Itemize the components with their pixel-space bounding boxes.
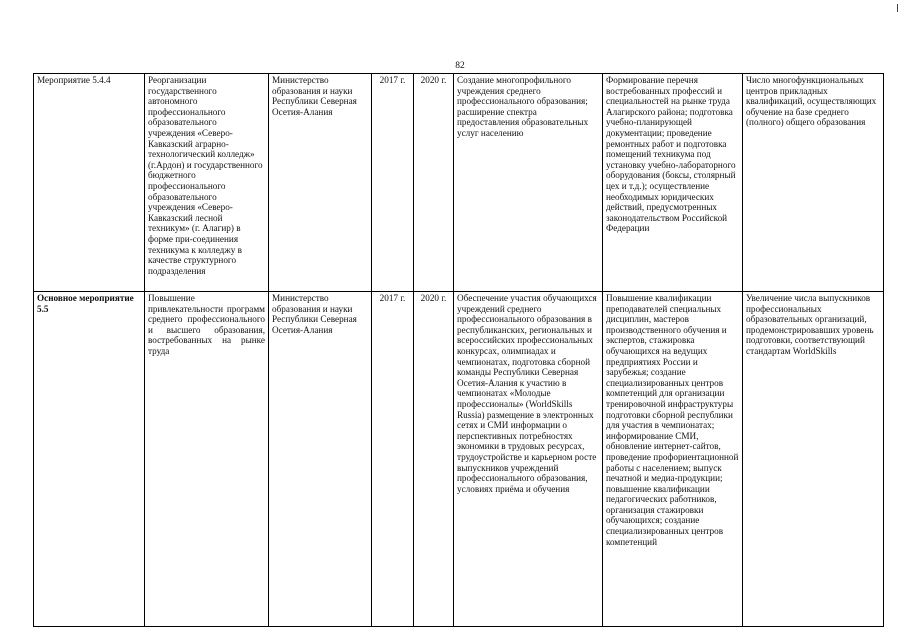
start-year-cell: 2017 г. bbox=[372, 292, 414, 627]
indicator-cell: Число многофункциональных центров прикладных квалификаций, осуществляющих обучение на базе среднего (полного) общего образования bbox=[743, 74, 884, 292]
end-year-cell: 2020 г. bbox=[414, 292, 454, 627]
scan-edge-mark bbox=[897, 4, 898, 12]
main-activities-cell: Повышение квалификации преподавателей специальных дисциплин, мастеров производственного обучения и экспертов, стажировка обучающихся на ведущих предприятиях России и зарубежья; создание специализированных центров компетенций для организации тренировочной инфраструктуры подготовки сборной республики для участия в чемпионатах; информирование СМИ, обновление интернет-сайтов, проведение профориентационной работы с населением; выпуск печатной и медиа-продукции; повышение квалификации педагогических работников, организация стажировки обучающихся; создание специализированных центров компетенций bbox=[603, 292, 743, 627]
indicator-cell: Увеличение числа выпускников профессиональных образовательных организаций, продемонстрировавших уровень подготовки, соответствующий стандартам WorldSkills bbox=[743, 292, 884, 627]
event-cell: Мероприятие 5.4.4 bbox=[34, 74, 145, 292]
event-cell: Основное мероприятие 5.5 bbox=[34, 292, 145, 627]
start-year-cell: 2017 г. bbox=[372, 74, 414, 292]
description-cell: Реорганизации государственного автономного профессионального образовательного учреждения «Северо-Кавказский аграрно-технологический колледж» (г.Ардон) и государственного бюджетного профессионального образовательного учреждения «Северо-Кавказский лесной техникум» (г. Алагир) в форме при-соединения техникума к колледжу в качестве структурного подразделения bbox=[145, 74, 269, 292]
main-activities-cell: Формирование перечня востребованных профессий и специальностей на рынке труда Алагирского района; подготовка учебно-планирующей документации; проведение ремонтных работ и подготовка помещений техникума под установку учебно-лабораторного оборудования (боксы, столярный цех и т.д.); осуществление необходимых юридических действий, предусмотренных законодательством Российской Федерации bbox=[603, 74, 743, 292]
table-row bbox=[34, 292, 884, 627]
table-row bbox=[34, 74, 884, 292]
expected-result-cell: Создание многопрофильного учреждения среднего профессионального образования; расширение спектра предоставления образовательных услуг населению bbox=[454, 74, 603, 292]
expected-result-cell: Обеспечение участия обучающихся учреждений среднего профессионального образования в республиканских, региональных и всероссийских профессиональных конкурсах, олимпиадах и чемпионатах, подготовка сборной команды Республики Северная Осетия-Алания к участию в чемпионатах «Молодые профессионалы» (WorldSkills Russia) размещение в электронных сетях и СМИ информации о перспективных потребностях экономики в трудовых ресурсах, трудоустройстве и карьерном росте выпускников учреждений профессионального образования, условиях приёма и обучения bbox=[454, 292, 603, 627]
program-activities-table bbox=[33, 73, 884, 627]
end-year-cell: 2020 г. bbox=[414, 74, 454, 292]
page-number: 82 bbox=[455, 61, 465, 71]
description-cell: Повышение привлекательности программ среднего профессионального и высшего образования, востребованных на рынке труда bbox=[145, 292, 269, 627]
executor-cell: Министерство образования и науки Республики Северная Осетия-Алания bbox=[269, 292, 372, 627]
executor-cell: Министерство образования и науки Республики Северная Осетия-Алания bbox=[269, 74, 372, 292]
